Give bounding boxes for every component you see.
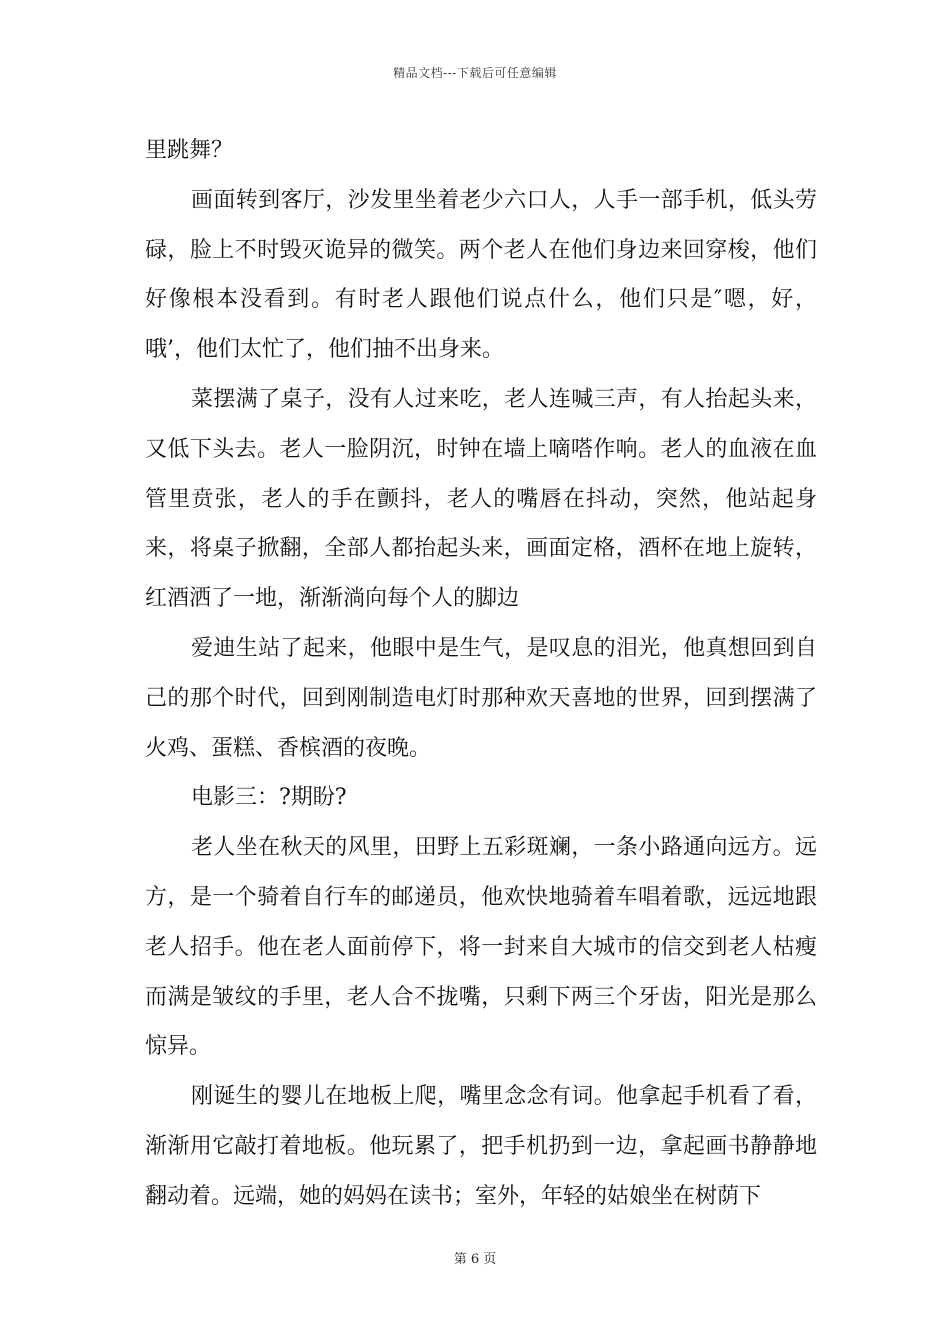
paragraph: 里跳舞？: [145, 138, 234, 163]
page-number: 第 6 页: [453, 1252, 497, 1267]
paragraph: 爱迪生站了起来，他眼中是生气，是叹息的泪光，他真想回到自己的那个时代，回到刚制造电灯时那种欢天喜地的世界，回到摆满了火鸡、蛋糕、香槟酒的夜晚。: [145, 635, 817, 761]
section-heading: 电影三：?期盼?: [191, 785, 347, 811]
paragraph: 菜摆满了桌子，没有人过来吃，老人连喊三声，有人抬起头来，又低下头去。老人一脸阴沉，时钟在墙上嘀嗒作响。老人的血液在血管里贲张，老人的手在颤抖，老人的嘴唇在抖动，突然，他站起身来，将桌子掀翻，全部人都抬起头来，画面定格，酒杯在地上旋转，红酒洒了一地，渐渐淌向每个人的脚边: [145, 386, 817, 612]
page-header: 精品文档---下载后可任意编辑: [393, 66, 557, 80]
paragraph: 画面转到客厅，沙发里坐着老少六口人，人手一部手机，低头劳碌，脸上不时毁灭诡异的微笑。两个老人在他们身边来回穿梭，他们好像根本没看到。有时老人跟他们说点什么，他们只是″嗯，好，哦’，他们太忙了，他们抽不出身来。: [145, 187, 817, 363]
paragraph: 刚诞生的婴儿在地板上爬，嘴里念念有词。他拿起手机看了看，渐渐用它敲打着地板。他玩累了，把手机扔到一边，拿起画书静静地翻动着。远端，她的妈妈在读书；室外，年轻的姑娘坐在树荫下: [145, 1084, 817, 1209]
body-text: [145, 126, 817, 1222]
paragraph: 老人坐在秋天的风里，田野上五彩斑斓，一条小路通向远方。远方，是一个骑着自行车的邮递员，他欢快地骑着车唱着歌，远远地跟老人招手。他在老人面前停下，将一封来自大城市的信交到老人枯瘦而满是皱纹的手里，老人合不拢嘴，只剩下两三个牙齿，阳光是那么惊异。: [145, 835, 817, 1060]
